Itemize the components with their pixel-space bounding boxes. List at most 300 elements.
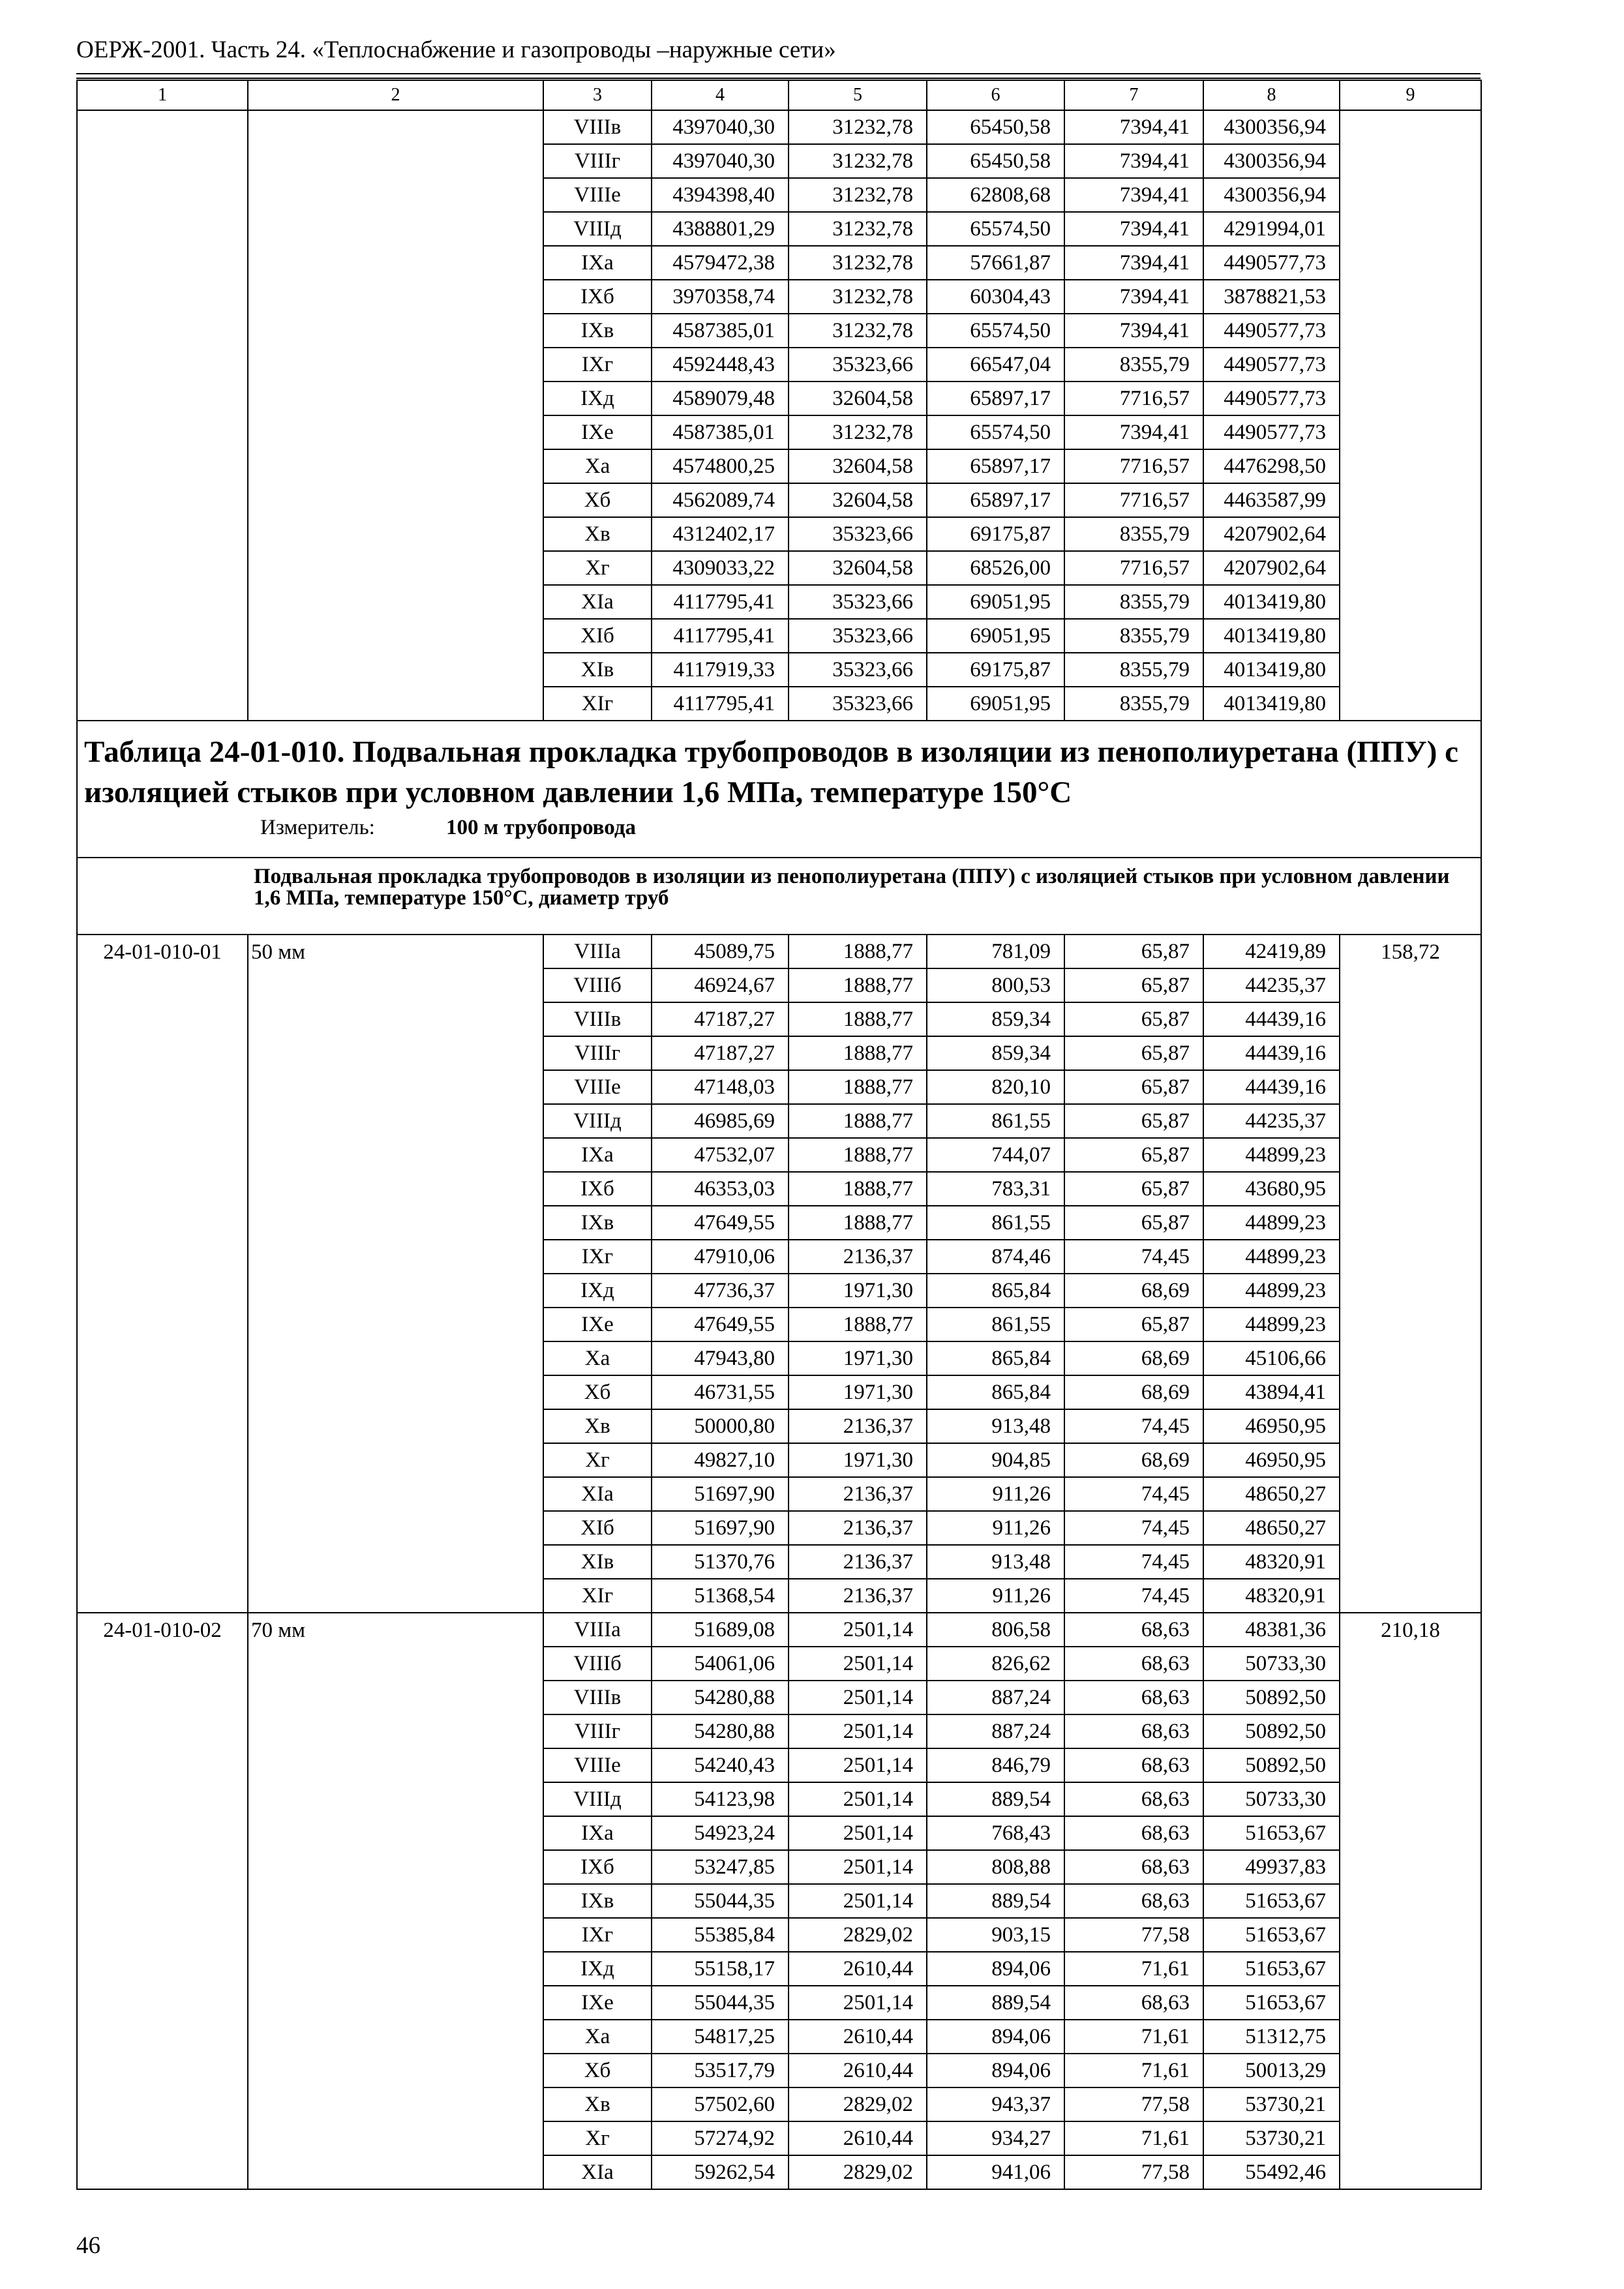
resource-class-cell: VIIIв bbox=[543, 1002, 652, 1036]
value-cell: 744,07 bbox=[927, 1138, 1064, 1172]
value-cell: 65,87 bbox=[1064, 1036, 1203, 1070]
value-cell: 65,87 bbox=[1064, 968, 1203, 1002]
value-cell: 7394,41 bbox=[1064, 415, 1203, 449]
column-number-cell: 8 bbox=[1203, 80, 1340, 110]
value-cell: 51653,67 bbox=[1203, 1986, 1340, 2020]
value-cell: 4490577,73 bbox=[1203, 246, 1340, 280]
column-number-cell: 9 bbox=[1340, 80, 1481, 110]
value-cell: 4117795,41 bbox=[652, 687, 789, 721]
value-cell: 889,54 bbox=[927, 1986, 1064, 2020]
value-cell: 50013,29 bbox=[1203, 2054, 1340, 2087]
value-cell: 69051,95 bbox=[927, 619, 1064, 653]
resource-class-cell: IXг bbox=[543, 1240, 652, 1274]
resource-class-cell: VIIIа bbox=[543, 1613, 652, 1647]
value-cell: 44899,23 bbox=[1203, 1138, 1340, 1172]
value-cell: 44439,16 bbox=[1203, 1070, 1340, 1104]
subtitle-cell: Подвальная прокладка трубопроводов в изоляции из пенополиуретана (ППУ) с изоляцией стыков при условном давлении 1,6 МПа, температуре 150°С, диаметр труб bbox=[77, 858, 1481, 935]
value-cell: 865,84 bbox=[927, 1341, 1064, 1375]
resource-class-cell: IXа bbox=[543, 246, 652, 280]
value-cell: 859,34 bbox=[927, 1036, 1064, 1070]
resource-class-cell: IXе bbox=[543, 1308, 652, 1341]
value-cell: 42419,89 bbox=[1203, 935, 1340, 968]
value-cell: 65897,17 bbox=[927, 449, 1064, 483]
value-cell: 4013419,80 bbox=[1203, 585, 1340, 619]
value-cell: 4013419,80 bbox=[1203, 653, 1340, 687]
value-cell: 69051,95 bbox=[927, 687, 1064, 721]
value-cell: 31232,78 bbox=[789, 178, 927, 212]
resource-class-cell: Xг bbox=[543, 2121, 652, 2155]
value-cell: 1888,77 bbox=[789, 1308, 927, 1341]
value-cell: 1888,77 bbox=[789, 1070, 927, 1104]
resource-class-cell: VIIIе bbox=[543, 178, 652, 212]
resource-class-cell: XIг bbox=[543, 687, 652, 721]
value-cell: 50892,50 bbox=[1203, 1748, 1340, 1782]
resource-class-cell: XIб bbox=[543, 1511, 652, 1545]
resource-class-cell: IXе bbox=[543, 1986, 652, 2020]
value-cell: 2501,14 bbox=[789, 1714, 927, 1748]
value-cell: 31232,78 bbox=[789, 415, 927, 449]
value-cell: 45106,66 bbox=[1203, 1341, 1340, 1375]
value-cell: 51697,90 bbox=[652, 1511, 789, 1545]
value-cell: 51312,75 bbox=[1203, 2020, 1340, 2054]
value-cell: 68,63 bbox=[1064, 1714, 1203, 1748]
value-cell: 4490577,73 bbox=[1203, 382, 1340, 415]
value-cell: 3970358,74 bbox=[652, 280, 789, 314]
resource-class-cell: VIIIа bbox=[543, 935, 652, 968]
value-cell: 887,24 bbox=[927, 1714, 1064, 1748]
value-cell: 32604,58 bbox=[789, 551, 927, 585]
resource-class-cell: Xа bbox=[543, 449, 652, 483]
value-cell: 51697,90 bbox=[652, 1477, 789, 1511]
value-cell: 4579472,38 bbox=[652, 246, 789, 280]
value-cell: 54280,88 bbox=[652, 1714, 789, 1748]
value-cell: 47910,06 bbox=[652, 1240, 789, 1274]
value-cell: 3878821,53 bbox=[1203, 280, 1340, 314]
value-cell: 4117919,33 bbox=[652, 653, 789, 687]
value-cell: 65897,17 bbox=[927, 382, 1064, 415]
value-cell: 74,45 bbox=[1064, 1545, 1203, 1579]
value-cell: 1888,77 bbox=[789, 1206, 927, 1240]
value-cell: 74,45 bbox=[1064, 1409, 1203, 1443]
value-cell: 2829,02 bbox=[789, 2087, 927, 2121]
value-cell: 4574800,25 bbox=[652, 449, 789, 483]
value-cell: 57502,60 bbox=[652, 2087, 789, 2121]
value-cell: 53730,21 bbox=[1203, 2087, 1340, 2121]
value-cell: 846,79 bbox=[927, 1748, 1064, 1782]
value-cell: 808,88 bbox=[927, 1850, 1064, 1884]
header-rule bbox=[76, 78, 1481, 79]
value-cell: 2136,37 bbox=[789, 1477, 927, 1511]
value-cell: 4312402,17 bbox=[652, 517, 789, 551]
value-cell: 68,63 bbox=[1064, 1748, 1203, 1782]
value-cell: 68,63 bbox=[1064, 1816, 1203, 1850]
meter-line bbox=[84, 814, 1475, 841]
value-cell: 1888,77 bbox=[789, 1036, 927, 1070]
resource-class-cell: IXб bbox=[543, 1850, 652, 1884]
value-cell: 4397040,30 bbox=[652, 110, 789, 144]
resource-class-cell: XIг bbox=[543, 1579, 652, 1613]
value-cell: 47187,27 bbox=[652, 1036, 789, 1070]
resource-class-cell: Xа bbox=[543, 2020, 652, 2054]
value-cell: 65574,50 bbox=[927, 212, 1064, 246]
resource-class-cell: VIIIд bbox=[543, 1782, 652, 1816]
value-cell: 861,55 bbox=[927, 1308, 1064, 1341]
value-cell: 8355,79 bbox=[1064, 585, 1203, 619]
resource-class-cell: Xб bbox=[543, 1375, 652, 1409]
value-cell: 4013419,80 bbox=[1203, 619, 1340, 653]
value-cell: 4207902,64 bbox=[1203, 551, 1340, 585]
value-cell: 54923,24 bbox=[652, 1816, 789, 1850]
table-row bbox=[77, 110, 1481, 144]
value-cell: 35323,66 bbox=[789, 585, 927, 619]
value-cell: 2501,14 bbox=[789, 1647, 927, 1681]
value-cell: 68,63 bbox=[1064, 1884, 1203, 1918]
value-cell: 57661,87 bbox=[927, 246, 1064, 280]
value-cell: 861,55 bbox=[927, 1104, 1064, 1138]
value-cell: 68,63 bbox=[1064, 1647, 1203, 1681]
value-cell: 57274,92 bbox=[652, 2121, 789, 2155]
table-title-row bbox=[77, 721, 1481, 858]
value-cell: 50000,80 bbox=[652, 1409, 789, 1443]
value-cell: 65897,17 bbox=[927, 483, 1064, 517]
value-cell: 7394,41 bbox=[1064, 280, 1203, 314]
value-cell: 71,61 bbox=[1064, 2020, 1203, 2054]
value-cell: 1888,77 bbox=[789, 1172, 927, 1206]
value-cell: 31232,78 bbox=[789, 280, 927, 314]
subtitle-row bbox=[77, 858, 1481, 935]
col9-cell: 210,18 bbox=[1340, 1613, 1481, 2189]
value-cell: 889,54 bbox=[927, 1782, 1064, 1816]
resource-class-cell: IXд bbox=[543, 382, 652, 415]
value-cell: 903,15 bbox=[927, 1918, 1064, 1952]
value-cell: 68,69 bbox=[1064, 1375, 1203, 1409]
value-cell: 1888,77 bbox=[789, 1002, 927, 1036]
resource-class-cell: XIв bbox=[543, 1545, 652, 1579]
value-cell: 55044,35 bbox=[652, 1986, 789, 2020]
diameter-cell bbox=[248, 110, 543, 721]
value-cell: 46950,95 bbox=[1203, 1443, 1340, 1477]
value-cell: 4300356,94 bbox=[1203, 110, 1340, 144]
column-number-cell: 2 bbox=[248, 80, 543, 110]
value-cell: 65,87 bbox=[1064, 1206, 1203, 1240]
value-cell: 65450,58 bbox=[927, 110, 1064, 144]
value-cell: 71,61 bbox=[1064, 2054, 1203, 2087]
value-cell: 4207902,64 bbox=[1203, 517, 1340, 551]
value-cell: 7394,41 bbox=[1064, 178, 1203, 212]
value-cell: 44235,37 bbox=[1203, 1104, 1340, 1138]
value-cell: 859,34 bbox=[927, 1002, 1064, 1036]
value-cell: 865,84 bbox=[927, 1375, 1064, 1409]
value-cell: 783,31 bbox=[927, 1172, 1064, 1206]
value-cell: 35323,66 bbox=[789, 348, 927, 382]
value-cell: 48320,91 bbox=[1203, 1579, 1340, 1613]
value-cell: 806,58 bbox=[927, 1613, 1064, 1647]
value-cell: 77,58 bbox=[1064, 2087, 1203, 2121]
value-cell: 31232,78 bbox=[789, 110, 927, 144]
header-rule bbox=[76, 73, 1481, 74]
value-cell: 77,58 bbox=[1064, 1918, 1203, 1952]
value-cell: 2136,37 bbox=[789, 1545, 927, 1579]
resource-class-cell: IXа bbox=[543, 1138, 652, 1172]
resource-class-cell: VIIIе bbox=[543, 1070, 652, 1104]
value-cell: 4587385,01 bbox=[652, 415, 789, 449]
column-numbers-row bbox=[77, 80, 1481, 110]
value-cell: 2501,14 bbox=[789, 1884, 927, 1918]
value-cell: 2136,37 bbox=[789, 1511, 927, 1545]
value-cell: 4562089,74 bbox=[652, 483, 789, 517]
meter-value: 100 м трубопровода bbox=[446, 816, 637, 839]
resource-class-cell: IXд bbox=[543, 1952, 652, 1986]
value-cell: 8355,79 bbox=[1064, 619, 1203, 653]
resource-class-cell: XIа bbox=[543, 1477, 652, 1511]
value-cell: 1888,77 bbox=[789, 1104, 927, 1138]
col9-cell: 158,72 bbox=[1340, 935, 1481, 1613]
resource-class-cell: IXд bbox=[543, 1274, 652, 1308]
resource-class-cell: IXе bbox=[543, 415, 652, 449]
value-cell: 48381,36 bbox=[1203, 1613, 1340, 1647]
value-cell: 51653,67 bbox=[1203, 1816, 1340, 1850]
value-cell: 31232,78 bbox=[789, 212, 927, 246]
resource-class-cell: XIб bbox=[543, 619, 652, 653]
column-number-cell: 1 bbox=[77, 80, 248, 110]
value-cell: 74,45 bbox=[1064, 1477, 1203, 1511]
value-cell: 904,85 bbox=[927, 1443, 1064, 1477]
value-cell: 65,87 bbox=[1064, 1070, 1203, 1104]
value-cell: 43680,95 bbox=[1203, 1172, 1340, 1206]
value-cell: 31232,78 bbox=[789, 246, 927, 280]
code-cell: 24-01-010-01 bbox=[77, 935, 248, 1613]
code-cell bbox=[77, 110, 248, 721]
value-cell: 65450,58 bbox=[927, 144, 1064, 178]
resource-class-cell: VIIIг bbox=[543, 144, 652, 178]
value-cell: 2136,37 bbox=[789, 1409, 927, 1443]
value-cell: 74,45 bbox=[1064, 1240, 1203, 1274]
value-cell: 32604,58 bbox=[789, 382, 927, 415]
value-cell: 46353,03 bbox=[652, 1172, 789, 1206]
resource-class-cell: Xг bbox=[543, 551, 652, 585]
value-cell: 77,58 bbox=[1064, 2155, 1203, 2189]
resource-class-cell: IXг bbox=[543, 1918, 652, 1952]
value-cell: 50733,30 bbox=[1203, 1647, 1340, 1681]
value-cell: 2501,14 bbox=[789, 1850, 927, 1884]
resource-class-cell: Xб bbox=[543, 483, 652, 517]
value-cell: 47148,03 bbox=[652, 1070, 789, 1104]
value-cell: 46985,69 bbox=[652, 1104, 789, 1138]
value-cell: 43894,41 bbox=[1203, 1375, 1340, 1409]
value-cell: 47649,55 bbox=[652, 1206, 789, 1240]
value-cell: 4291994,01 bbox=[1203, 212, 1340, 246]
resource-class-cell: VIIIв bbox=[543, 110, 652, 144]
rates-table-body bbox=[77, 80, 1481, 2189]
value-cell: 4117795,41 bbox=[652, 619, 789, 653]
column-number-cell: 4 bbox=[652, 80, 789, 110]
value-cell: 2501,14 bbox=[789, 1782, 927, 1816]
value-cell: 889,54 bbox=[927, 1884, 1064, 1918]
value-cell: 66547,04 bbox=[927, 348, 1064, 382]
value-cell: 826,62 bbox=[927, 1647, 1064, 1681]
value-cell: 35323,66 bbox=[789, 653, 927, 687]
value-cell: 49827,10 bbox=[652, 1443, 789, 1477]
value-cell: 934,27 bbox=[927, 2121, 1064, 2155]
value-cell: 51370,76 bbox=[652, 1545, 789, 1579]
resource-class-cell: VIIIд bbox=[543, 212, 652, 246]
value-cell: 8355,79 bbox=[1064, 517, 1203, 551]
value-cell: 50892,50 bbox=[1203, 1681, 1340, 1714]
column-number-cell: 5 bbox=[789, 80, 927, 110]
value-cell: 2501,14 bbox=[789, 1748, 927, 1782]
value-cell: 1971,30 bbox=[789, 1274, 927, 1308]
value-cell: 2501,14 bbox=[789, 1816, 927, 1850]
column-number-cell: 7 bbox=[1064, 80, 1203, 110]
value-cell: 1971,30 bbox=[789, 1341, 927, 1375]
value-cell: 7394,41 bbox=[1064, 212, 1203, 246]
resource-class-cell: Xг bbox=[543, 1443, 652, 1477]
value-cell: 4388801,29 bbox=[652, 212, 789, 246]
value-cell: 7394,41 bbox=[1064, 246, 1203, 280]
value-cell: 50892,50 bbox=[1203, 1714, 1340, 1748]
value-cell: 7394,41 bbox=[1064, 144, 1203, 178]
value-cell: 1888,77 bbox=[789, 968, 927, 1002]
value-cell: 768,43 bbox=[927, 1816, 1064, 1850]
value-cell: 44235,37 bbox=[1203, 968, 1340, 1002]
rates-table bbox=[76, 80, 1482, 2190]
value-cell: 55385,84 bbox=[652, 1918, 789, 1952]
table-title: Таблица 24-01-010. Подвальная прокладка трубопроводов в изоляции из пенополиуретана (ППУ) с изоляцией стыков при условном давлении 1,6 МПа, температуре 150°С bbox=[84, 735, 1458, 809]
value-cell: 48650,27 bbox=[1203, 1477, 1340, 1511]
value-cell: 7394,41 bbox=[1064, 314, 1203, 348]
value-cell: 4490577,73 bbox=[1203, 314, 1340, 348]
value-cell: 48320,91 bbox=[1203, 1545, 1340, 1579]
value-cell: 59262,54 bbox=[652, 2155, 789, 2189]
value-cell: 65,87 bbox=[1064, 1002, 1203, 1036]
diameter-cell: 70 мм bbox=[248, 1613, 543, 2189]
value-cell: 7394,41 bbox=[1064, 110, 1203, 144]
value-cell: 51368,54 bbox=[652, 1579, 789, 1613]
value-cell: 4587385,01 bbox=[652, 314, 789, 348]
value-cell: 50733,30 bbox=[1203, 1782, 1340, 1816]
value-cell: 31232,78 bbox=[789, 314, 927, 348]
value-cell: 7716,57 bbox=[1064, 551, 1203, 585]
value-cell: 894,06 bbox=[927, 2020, 1064, 2054]
value-cell: 55158,17 bbox=[652, 1952, 789, 1986]
value-cell: 44439,16 bbox=[1203, 1036, 1340, 1070]
value-cell: 911,26 bbox=[927, 1579, 1064, 1613]
value-cell: 894,06 bbox=[927, 2054, 1064, 2087]
value-cell: 8355,79 bbox=[1064, 348, 1203, 382]
value-cell: 943,37 bbox=[927, 2087, 1064, 2121]
value-cell: 7716,57 bbox=[1064, 382, 1203, 415]
value-cell: 68,63 bbox=[1064, 1986, 1203, 2020]
value-cell: 32604,58 bbox=[789, 449, 927, 483]
value-cell: 69175,87 bbox=[927, 517, 1064, 551]
resource-class-cell: Xв bbox=[543, 1409, 652, 1443]
value-cell: 32604,58 bbox=[789, 483, 927, 517]
value-cell: 74,45 bbox=[1064, 1579, 1203, 1613]
value-cell: 35323,66 bbox=[789, 517, 927, 551]
meter-label: Измеритель: bbox=[260, 816, 375, 839]
resource-class-cell: IXв bbox=[543, 1884, 652, 1918]
resource-class-cell: Xа bbox=[543, 1341, 652, 1375]
resource-class-cell: VIIIб bbox=[543, 1647, 652, 1681]
value-cell: 65,87 bbox=[1064, 1104, 1203, 1138]
value-cell: 46950,95 bbox=[1203, 1409, 1340, 1443]
value-cell: 55492,46 bbox=[1203, 2155, 1340, 2189]
value-cell: 71,61 bbox=[1064, 2121, 1203, 2155]
resource-class-cell: Xв bbox=[543, 517, 652, 551]
value-cell: 894,06 bbox=[927, 1952, 1064, 1986]
value-cell: 65,87 bbox=[1064, 1308, 1203, 1341]
table-title-cell bbox=[77, 721, 1481, 858]
value-cell: 54817,25 bbox=[652, 2020, 789, 2054]
resource-class-cell: VIIIб bbox=[543, 968, 652, 1002]
resource-class-cell: XIа bbox=[543, 2155, 652, 2189]
value-cell: 2610,44 bbox=[789, 2054, 927, 2087]
value-cell: 2610,44 bbox=[789, 1952, 927, 1986]
value-cell: 911,26 bbox=[927, 1511, 1064, 1545]
value-cell: 53247,85 bbox=[652, 1850, 789, 1884]
value-cell: 71,61 bbox=[1064, 1952, 1203, 1986]
value-cell: 4309033,22 bbox=[652, 551, 789, 585]
value-cell: 4490577,73 bbox=[1203, 348, 1340, 382]
value-cell: 47943,80 bbox=[652, 1341, 789, 1375]
value-cell: 54240,43 bbox=[652, 1748, 789, 1782]
value-cell: 4117795,41 bbox=[652, 585, 789, 619]
value-cell: 1971,30 bbox=[789, 1443, 927, 1477]
value-cell: 55044,35 bbox=[652, 1884, 789, 1918]
value-cell: 781,09 bbox=[927, 935, 1064, 968]
value-cell: 941,06 bbox=[927, 2155, 1064, 2189]
value-cell: 4300356,94 bbox=[1203, 144, 1340, 178]
value-cell: 69051,95 bbox=[927, 585, 1064, 619]
value-cell: 68,69 bbox=[1064, 1443, 1203, 1477]
value-cell: 4589079,48 bbox=[652, 382, 789, 415]
value-cell: 4394398,40 bbox=[652, 178, 789, 212]
resource-class-cell: VIIIе bbox=[543, 1748, 652, 1782]
value-cell: 68,69 bbox=[1064, 1341, 1203, 1375]
value-cell: 54280,88 bbox=[652, 1681, 789, 1714]
diameter-cell: 50 мм bbox=[248, 935, 543, 1613]
resource-class-cell: IXб bbox=[543, 280, 652, 314]
page-number: 46 bbox=[76, 2232, 100, 2259]
value-cell: 2501,14 bbox=[789, 1613, 927, 1647]
value-cell: 820,10 bbox=[927, 1070, 1064, 1104]
value-cell: 913,48 bbox=[927, 1545, 1064, 1579]
value-cell: 4397040,30 bbox=[652, 144, 789, 178]
value-cell: 68,63 bbox=[1064, 1850, 1203, 1884]
value-cell: 2610,44 bbox=[789, 2020, 927, 2054]
resource-class-cell: IXв bbox=[543, 1206, 652, 1240]
value-cell: 861,55 bbox=[927, 1206, 1064, 1240]
value-cell: 887,24 bbox=[927, 1681, 1064, 1714]
value-cell: 4592448,43 bbox=[652, 348, 789, 382]
table-row bbox=[77, 1613, 1481, 1647]
col9-cell bbox=[1340, 110, 1481, 721]
resource-class-cell: IXг bbox=[543, 348, 652, 382]
value-cell: 65,87 bbox=[1064, 1172, 1203, 1206]
resource-class-cell: VIIIг bbox=[543, 1036, 652, 1070]
value-cell: 49937,83 bbox=[1203, 1850, 1340, 1884]
value-cell: 2501,14 bbox=[789, 1986, 927, 2020]
value-cell: 2829,02 bbox=[789, 2155, 927, 2189]
value-cell: 44899,23 bbox=[1203, 1308, 1340, 1341]
value-cell: 35323,66 bbox=[789, 619, 927, 653]
value-cell: 68,63 bbox=[1064, 1782, 1203, 1816]
value-cell: 47187,27 bbox=[652, 1002, 789, 1036]
resource-class-cell: VIIIд bbox=[543, 1104, 652, 1138]
value-cell: 913,48 bbox=[927, 1409, 1064, 1443]
value-cell: 2829,02 bbox=[789, 1918, 927, 1952]
value-cell: 69175,87 bbox=[927, 653, 1064, 687]
